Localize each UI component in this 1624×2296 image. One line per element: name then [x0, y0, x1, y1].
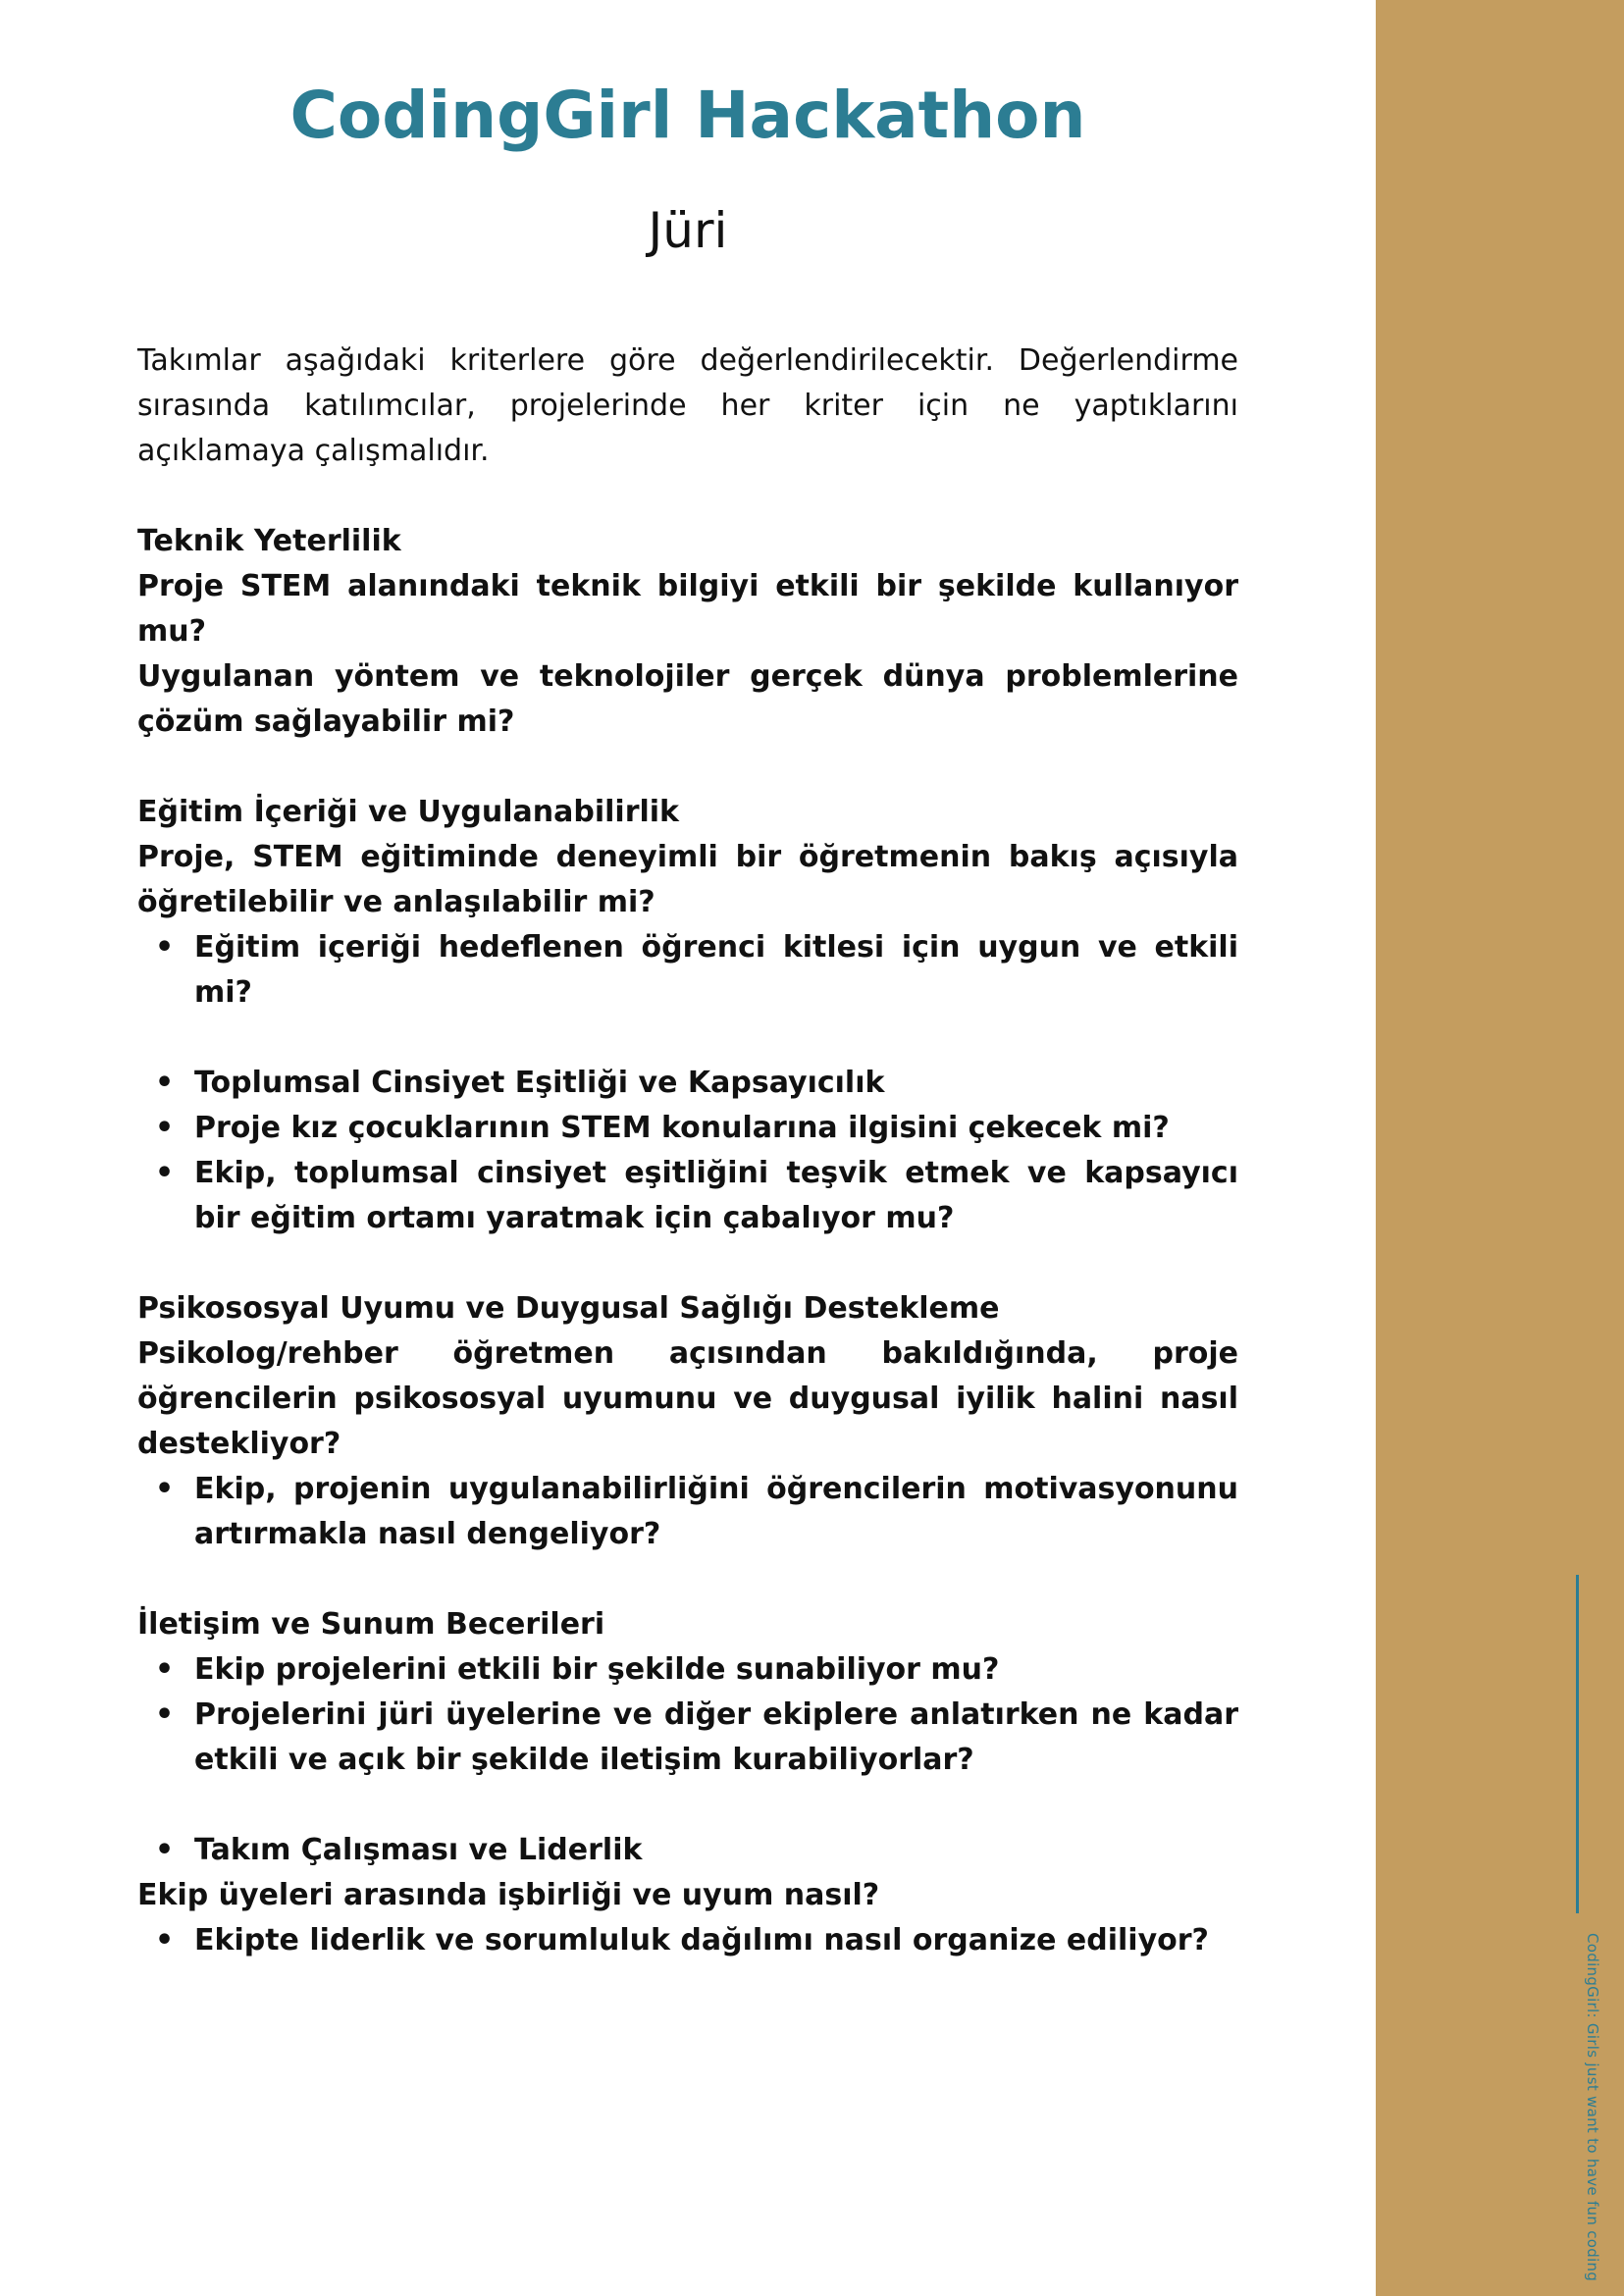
bullet-item: • Ekipte liderlik ve sorumluluk dağılımı nasıl organize ediliyor? [137, 1918, 1238, 1963]
page-subtitle: Jüri [648, 202, 728, 259]
section-gender [137, 1061, 1238, 1241]
section-technical [137, 519, 1238, 745]
sidebar-tagline: CodingGirl: Girls just want to have fun coding [1584, 1933, 1601, 2282]
document-body [137, 339, 1238, 1963]
section-communication [137, 1602, 1238, 1783]
bullet-item-heading: • Takım Çalışması ve Liderlik [137, 1828, 1238, 1873]
bullet-list [137, 925, 1238, 1016]
intro-paragraph: Takımlar aşağıdaki kriterlere göre değerlendirilecektir. Değerlendirme sırasında katılımcılar, projelerinde her kriter için ne yaptıklarını açıklamaya çalışmalıdır. [137, 343, 1238, 468]
section-paragraph: Proje, STEM eğitiminde deneyimli bir öğretmenin bakış açısıyla öğretilebilir ve anlaşılabilir mi? [137, 840, 1238, 919]
bullet-list [137, 1918, 1238, 1963]
section-heading: İletişim ve Sunum Becerileri [137, 1607, 605, 1642]
section-paragraph: Psikolog/rehber öğretmen açısından bakıldığında, proje öğrencilerin psikososyal uyumunu ve duygusal iyilik halini nasıl destekliyor? [137, 1336, 1238, 1461]
section-teamwork [137, 1828, 1238, 1963]
bullet-item: • Toplumsal Cinsiyet Eşitliği ve Kapsayıcılık [137, 1061, 1238, 1106]
section-heading: Eğitim İçeriği ve Uygulanabilirlik [137, 795, 680, 829]
bullet-item: • Proje kız çocuklarının STEM konularına ilgisini çekecek mi? [137, 1106, 1238, 1151]
bullet-list [137, 1061, 1238, 1241]
section-paragraph: Proje STEM alanındaki teknik bilgiyi etkili bir şekilde kullanıyor mu? [137, 569, 1238, 649]
bullet-list [137, 1828, 1238, 1873]
bullet-item: • Ekip, projenin uygulanabilirliğini öğrencilerin motivasyonunu artırmakla nasıl dengeliyor? [137, 1467, 1238, 1557]
section-wellbeing [137, 1286, 1238, 1557]
bullet-item: • Eğitim içeriği hedeflenen öğrenci kitlesi için uygun ve etkili mi? [137, 925, 1238, 1016]
section-paragraph: Uygulanan yöntem ve teknolojiler gerçek dünya problemlerine çözüm sağlayabilir mi? [137, 659, 1238, 739]
section-heading: Psikososyal Uyumu ve Duygusal Sağlığı Destekleme [137, 1291, 1000, 1326]
bullet-list [137, 1647, 1238, 1783]
bullet-item: • Projelerini jüri üyelerine ve diğer ekiplere anlatırken ne kadar etkili ve açık bir şekilde iletişim kurabiliyorlar? [137, 1693, 1238, 1783]
bullet-item: • Ekip projelerini etkili bir şekilde sunabiliyor mu? [137, 1647, 1238, 1693]
page-title: CodingGirl Hackathon [289, 78, 1086, 153]
bullet-list [137, 1467, 1238, 1557]
sidebar-accent-line [1576, 1575, 1579, 1913]
bullet-item: • Ekip, toplumsal cinsiyet eşitliğini teşvik etmek ve kapsayıcı bir eğitim ortamı yaratmak için çabalıyor mu? [137, 1151, 1238, 1241]
section-education [137, 790, 1238, 1016]
section-heading: Teknik Yeterlilik [137, 524, 401, 558]
section-paragraph: Ekip üyeleri arasında işbirliği ve uyum nasıl? [137, 1878, 880, 1912]
